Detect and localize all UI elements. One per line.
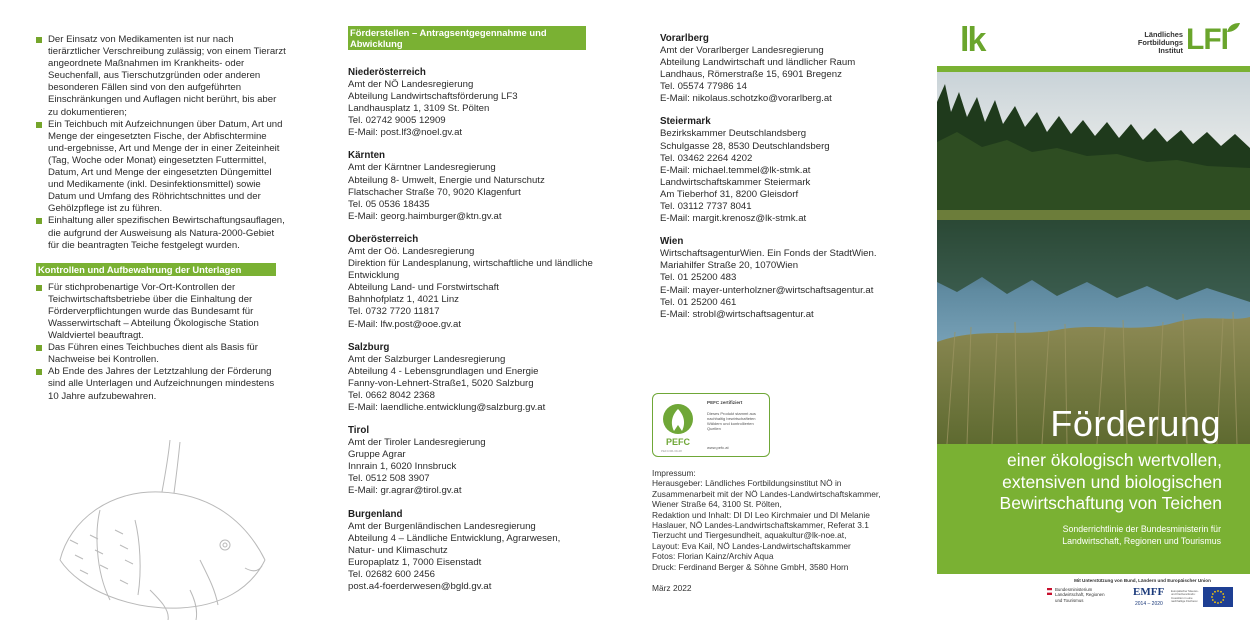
- region-wien: [660, 236, 905, 321]
- pefc-certification-badge: [652, 393, 770, 457]
- pond-landscape-image: [937, 72, 1250, 444]
- cover-note-line: Landwirtschaft, Regionen und Tourismus: [1062, 535, 1221, 546]
- region-title: Burgenland: [348, 508, 403, 520]
- region-tirol: [348, 425, 593, 497]
- lfi-leaf-icon: [1225, 22, 1241, 34]
- region-address: Amt der Burgenländischen Landesregierung Abteilung 4 – Ländliche Entwicklung, Agrarwesen, Natur- und Klimaschutz Europaplatz 1, 7000 Eisenstadt Tel. 02682 600 2456 post.a4-foerderwesen@bgld.gv.at: [348, 520, 561, 592]
- region-address: Amt der Oö. Landesregierung Direktion für Landesplanung, wirtschaftliche und ländliche Entwicklung Abteilung Land- und Forstwirtschaft Bahnhofplatz 1, 4021 Linz Tel. 0732 7720 11817 E-Mail: lfw.post@ooe.gv.at: [348, 245, 593, 330]
- eu-fund-text: Europäischer Meeres- und Fischereifonds: Investition in eine nachhaltige Fischerei: [1171, 589, 1199, 603]
- pefc-text: Dieses Produkt stammt aus nachhaltig bewirtschafteten Wäldern und kontrollierten Quellen: [707, 411, 756, 431]
- region-oberoesterreich: [348, 234, 593, 331]
- ministry-logo-text: Bundesministerium Landwirtschaft, Regionen und Tourismus: [1055, 587, 1105, 603]
- section-header-controls: Kontrollen und Aufbewahrung der Unterlagen: [36, 263, 276, 276]
- emff-logo: EMFF: [1133, 586, 1165, 598]
- region-address: Amt der Kärntner Landesregierung Abteilung 8- Umwelt, Energie und Naturschutz Flatschacher Straße 70, 9020 Klagenfurt Tel. 05 0536 18435 E-Mail: georg.haimburger@ktn.gv.at: [348, 162, 545, 222]
- region-title: Vorarlberg: [660, 33, 709, 44]
- region-niederoesterreich: [348, 67, 593, 139]
- region-title: Kärnten: [348, 150, 386, 162]
- region-title: Steiermark: [660, 116, 711, 128]
- pefc-tree-logo-icon: [658, 401, 698, 449]
- region-address: Amt der Vorarlberger Landesregierung Abteilung Landwirtschaft und ländlicher Raum Landhaus, Römerstraße 15, 6901 Bregenz Tel. 05574 77986 14 E-Mail: nikolaus.schotzko@vorarlberg.at: [660, 45, 856, 105]
- region-title: Wien: [660, 236, 684, 248]
- region-address: Amt der NÖ Landesregierung Abteilung Landwirtschaftsförderung LF3 Landhausplatz 1, 3109 St. Pölten Tel. 02742 9005 12909 E-Mail: post.lf3@noel.gv.at: [348, 79, 518, 139]
- funding-title: Mit Unterstützung von Bund, Ländern und Europäischer Union: [1074, 578, 1211, 583]
- bullet-square-icon: [36, 369, 42, 375]
- pefc-url: www.pefc.at: [707, 445, 729, 450]
- lk-logo: lk: [960, 21, 985, 59]
- controls-list: [36, 282, 286, 403]
- bullet-square-icon: [36, 122, 42, 128]
- region-kaernten: [348, 150, 593, 222]
- cover-note-line: Sonderrichtlinie der Bundesministerin für: [1062, 524, 1221, 534]
- region-address: Amt der Tiroler Landesregierung Gruppe Agrar Innrain 1, 6020 Innsbruck Tel. 0512 508 3907 E-Mail: gr.agrar@tirol.gv.at: [348, 437, 486, 497]
- bullet-square-icon: [36, 345, 42, 351]
- list-item: Einhaltung aller spezifischen Bewirtschaftungsauflagen, die aufgrund der Ausweisung als Natura-2000-Gebiet für die beantragten Teiche festgelegt wurden.: [36, 215, 286, 251]
- region-steiermark: [660, 116, 905, 225]
- pefc-title: PEFC zertifiziert: [707, 400, 743, 405]
- region-vorarlberg: [660, 33, 905, 105]
- region-title: Tirol: [348, 425, 370, 437]
- pefc-brand-text: PEFC: [665, 437, 691, 447]
- region-title: Salzburg: [348, 341, 390, 353]
- column-2: [348, 26, 593, 625]
- funding-logos: [1045, 576, 1240, 616]
- region-salzburg: [348, 342, 593, 414]
- cover-note: [937, 524, 1221, 547]
- region-burgenland: [348, 509, 593, 594]
- cover-subtitle: [937, 450, 1222, 515]
- eu-flag-icon: [1203, 587, 1233, 607]
- carp-sketch-illustration: [40, 440, 280, 620]
- list-item: Das Führen eines Teichbuches dient als Basis für Nachweise bei Kontrollen.: [36, 342, 286, 366]
- section-header-foerderstellen: Förderstellen – Antragsentgegennahme und Abwicklung: [348, 26, 586, 50]
- cover-title: Förderung: [1050, 403, 1221, 444]
- lfi-logo-text: Ländliches Fortbildungs Institut: [1137, 30, 1183, 55]
- cover-subtitle-line: einer ökologisch wertvollen,: [1007, 450, 1222, 470]
- list-item: Für stichprobenartige Vor-Ort-Kontrollen der Teichwirtschaftsbetriebe über die Einhaltung der Förderverpflichtungen wurde das Bundesamt für Wasserwirtschaft – Abteilung Ökologische Station Waldviertel beauftragt.: [36, 282, 286, 342]
- list-item: Ein Teichbuch mit Aufzeichnungen über Datum, Art und Menge der eingesetzten Fische, der Abfischtermine und-ergebnisse, Art und Menge der in einer Zeiteinheit (Tag, Woche oder Monat) eingesetzten Futtermittel, Datum, Art und Menge der eingesetzten Düngemittel und Medikamente (inkl. Desinfektionsmittel) sowie Datum und Umfang des Röhrichtschnittes und der Gehölzpflege ist zu führen.: [36, 119, 286, 216]
- impressum: [652, 468, 902, 593]
- bullet-square-icon: [36, 218, 42, 224]
- requirements-list: [36, 34, 286, 252]
- bullet-square-icon: [36, 285, 42, 291]
- impressum-text: Impressum: Herausgeber: Ländliches Fortbildungsinstitut NÖ in Zusammenarbeit mit der NÖ Landes-Landwirtschaftskammer, Wiener Straße 64, 3100 St. Pölten, Redaktion und Inhalt: DI DI Leo Kirchmaier und DI Melanie Haslauer, NÖ Landes-Landwirtschaftskammer, Referat 3.1 Tierzucht und Tiergesundheit, aquakultur@lk-noe.at, Layout: Eva Kail, NÖ Landes-Landwirtschaftskammer Fotos: Florian Kainz/Archiv Aqua Druck: Ferdinand Berger & Söhne GmbH, 3580 Horn: [652, 468, 881, 572]
- pefc-code: PEFC/06-39-28: [661, 449, 682, 453]
- list-item: Der Einsatz von Medikamenten ist nur nach tierärztlicher Verschreibung zulässig; von einem Tierarzt angeordnete Maßnahmen im Krankheits- oder Seuchenfall, aus Tierschutzgründen oder anderen besonderen Fällen sind von den aufgeführten Einschränkungen und Auflagen nicht berührt, bis aber zu dokumentieren;: [36, 34, 286, 119]
- cover-subtitle-line: extensiven und biologischen: [1002, 471, 1222, 492]
- bullet-square-icon: [36, 37, 42, 43]
- lfi-logo: LFI: [1186, 23, 1228, 56]
- region-title: Niederösterreich: [348, 67, 426, 78]
- pond-photo: [937, 72, 1250, 444]
- region-address: WirtschaftsagenturWien. Ein Fonds der StadtWien. Mariahilfer Straße 20, 1070Wien Tel. 01 25200 483 E-Mail: mayer-unterholzner@wirtschaftsagentur.at Tel. 01 25200 461 E-Mail: strobl@wirtschaftsagentur.at: [660, 248, 877, 320]
- publication-date: März 2022: [652, 583, 692, 594]
- region-address: Bezirkskammer Deutschlandsberg Schulgasse 28, 8530 Deutschlandsberg Tel. 03462 2264 4202 E-Mail: michael.temmel@lk-stmk.at Landwirtschaftskammer Steiermark Am Tieberhof 31, 8200 Gleisdorf Tel. 03112 7737 8041 E-Mail: margit.krenosz@lk-stmk.at: [660, 128, 830, 225]
- region-address: Amt der Salzburger Landesregierung Abteilung 4 - Lebensgrundlagen und Energie Fanny-von-Lehnert-Straße1, 5020 Salzburg Tel. 0662 8042 2368 E-Mail: laendliche.entwicklung@salzburg.gv.at: [348, 353, 546, 413]
- austria-flag-icon: [1047, 588, 1052, 595]
- region-title: Oberösterreich: [348, 233, 419, 245]
- cover-subtitle-line: Bewirtschaftung von Teichen: [999, 493, 1222, 513]
- emff-years: 2014 – 2020: [1135, 601, 1163, 607]
- list-item: Ab Ende des Jahres der Letztzahlung der Förderung sind alle Unterlagen und Aufzeichnungen mindestens 10 Jahre aufzubewahren.: [36, 366, 286, 402]
- cover-panel: [937, 0, 1250, 625]
